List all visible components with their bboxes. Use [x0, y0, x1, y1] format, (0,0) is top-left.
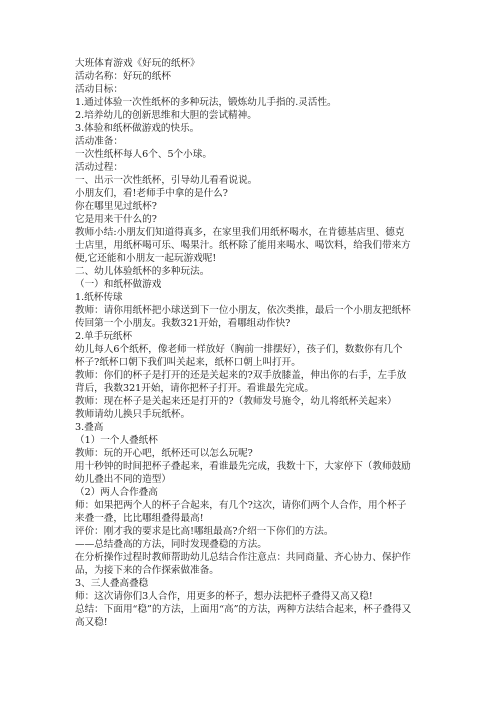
text-line: 幼儿叠出不同的造型）	[75, 474, 171, 485]
text-line: 杯子?纸杯口朝下我们叫关起来，纸杯口朝上叫打开。	[75, 357, 301, 368]
text-line: 1.纸杯传球	[75, 292, 123, 303]
text-line: 品，为接下来的合作探索做准备。	[75, 565, 219, 576]
text-line: （2）两人合作叠高	[75, 487, 158, 498]
text-line: 二、幼儿体验纸杯的多种玩法。	[75, 266, 210, 277]
text-line: 便,它还能和小朋友一起玩游戏呢!	[75, 253, 217, 264]
text-line: ——总结叠高的方法，同时发现叠稳的方法。	[75, 539, 267, 550]
text-line: 高又稳!	[75, 617, 108, 628]
text-line: 总结：下面用“稳”的方法，上面用“高”的方法，两种方法结合起来，杯子叠得又	[75, 604, 412, 615]
text-line: 来叠一叠，比比哪组叠得最高!	[75, 513, 204, 524]
text-line: 在分析操作过程时教师帮助幼儿总结合作注意点：共同商量、齐心协力、保护作	[75, 552, 411, 563]
text-line: （1）一个人叠纸杯	[75, 435, 158, 446]
text-line: 评价：刚才我的要求是比高!哪组最高?介绍一下你们的方法。	[75, 526, 334, 537]
text-line: 教师：你们的杯子是打开的还是关起来的?双手放膝盖，伸出你的右手，左手放	[75, 370, 407, 381]
text-line: 教师请幼儿换只手玩纸杯。	[75, 409, 191, 420]
text-line: 教师：请你用纸杯把小球送到下一位小朋友，依次类推，最后一个小朋友把纸杯	[75, 305, 411, 316]
text-line: 活动目标：	[75, 84, 123, 95]
text-line: 用十秒钟的时间把杯子叠起来，看谁最先完成，我数十下，大家停下（教师鼓励	[75, 461, 411, 472]
text-line: 活动过程：	[75, 162, 123, 173]
text-line: 活动准备：	[75, 136, 123, 147]
text-line: 教师：玩的开心吧，纸杯还可以怎么玩呢?	[75, 448, 253, 459]
text-line: 幼儿每人6个纸杯，像老师一样放好（胸前一排摆好），孩子们，数数你有几个	[75, 344, 403, 355]
text-line: 大班体育游戏《好玩的纸杯》	[75, 58, 200, 69]
text-line: 一、出示一次性纸杯，引导幼儿看看说说。	[75, 175, 258, 186]
text-line: 师：这次请你们3人合作，用更多的杯子，想办法把杯子叠得又高又稳!	[75, 591, 373, 602]
text-line: 传回第一个小朋友。我数321开始，看哪组动作快?	[75, 318, 291, 329]
text-line: 2.单手玩纸杯	[75, 331, 133, 342]
text-line: 它是用来干什么的?	[75, 214, 157, 225]
text-line: 一次性纸杯每人6个、5个小球。	[75, 149, 212, 160]
text-line: 教师小结:小朋友们知道得真多，在家里我们用纸杯喝水，在肯德基店里、德克	[75, 227, 405, 238]
text-line: 背后，我数321开始，请你把杯子打开。看谁最先完成。	[75, 383, 314, 394]
text-line: 小朋友们，看!老师手中拿的是什么?	[75, 188, 228, 199]
text-line: 士店里，用纸杯喝可乐、喝果汁。纸杯除了能用来喝水、喝饮料，给我们带来方	[75, 240, 411, 251]
text-line: 你在哪里见过纸杯?	[75, 201, 157, 212]
text-line: 活动名称：好玩的纸杯	[75, 71, 171, 82]
text-line: 3.叠高	[75, 422, 104, 433]
document-page	[75, 57, 430, 629]
text-line: 3、三人叠高叠稳	[75, 578, 149, 589]
text-line: 教师：现在杯子是关起来还是打开的?（教师发号施令，幼儿将纸杯关起来）	[75, 396, 397, 407]
text-line: 1.通过体验一次性纸杯的多种玩法，锻炼幼儿手指的.灵活性。	[75, 97, 337, 108]
text-line: 2.培养幼儿的创新思维和大胆的尝试精神。	[75, 110, 257, 121]
text-line: 3.体验和纸杯做游戏的快乐。	[75, 123, 200, 134]
text-line: （一）和纸杯做游戏	[75, 279, 162, 290]
text-line: 师：如果把两个人的杯子合起来，有几个?这次，请你们两个人合作，用个杯子	[75, 500, 407, 511]
